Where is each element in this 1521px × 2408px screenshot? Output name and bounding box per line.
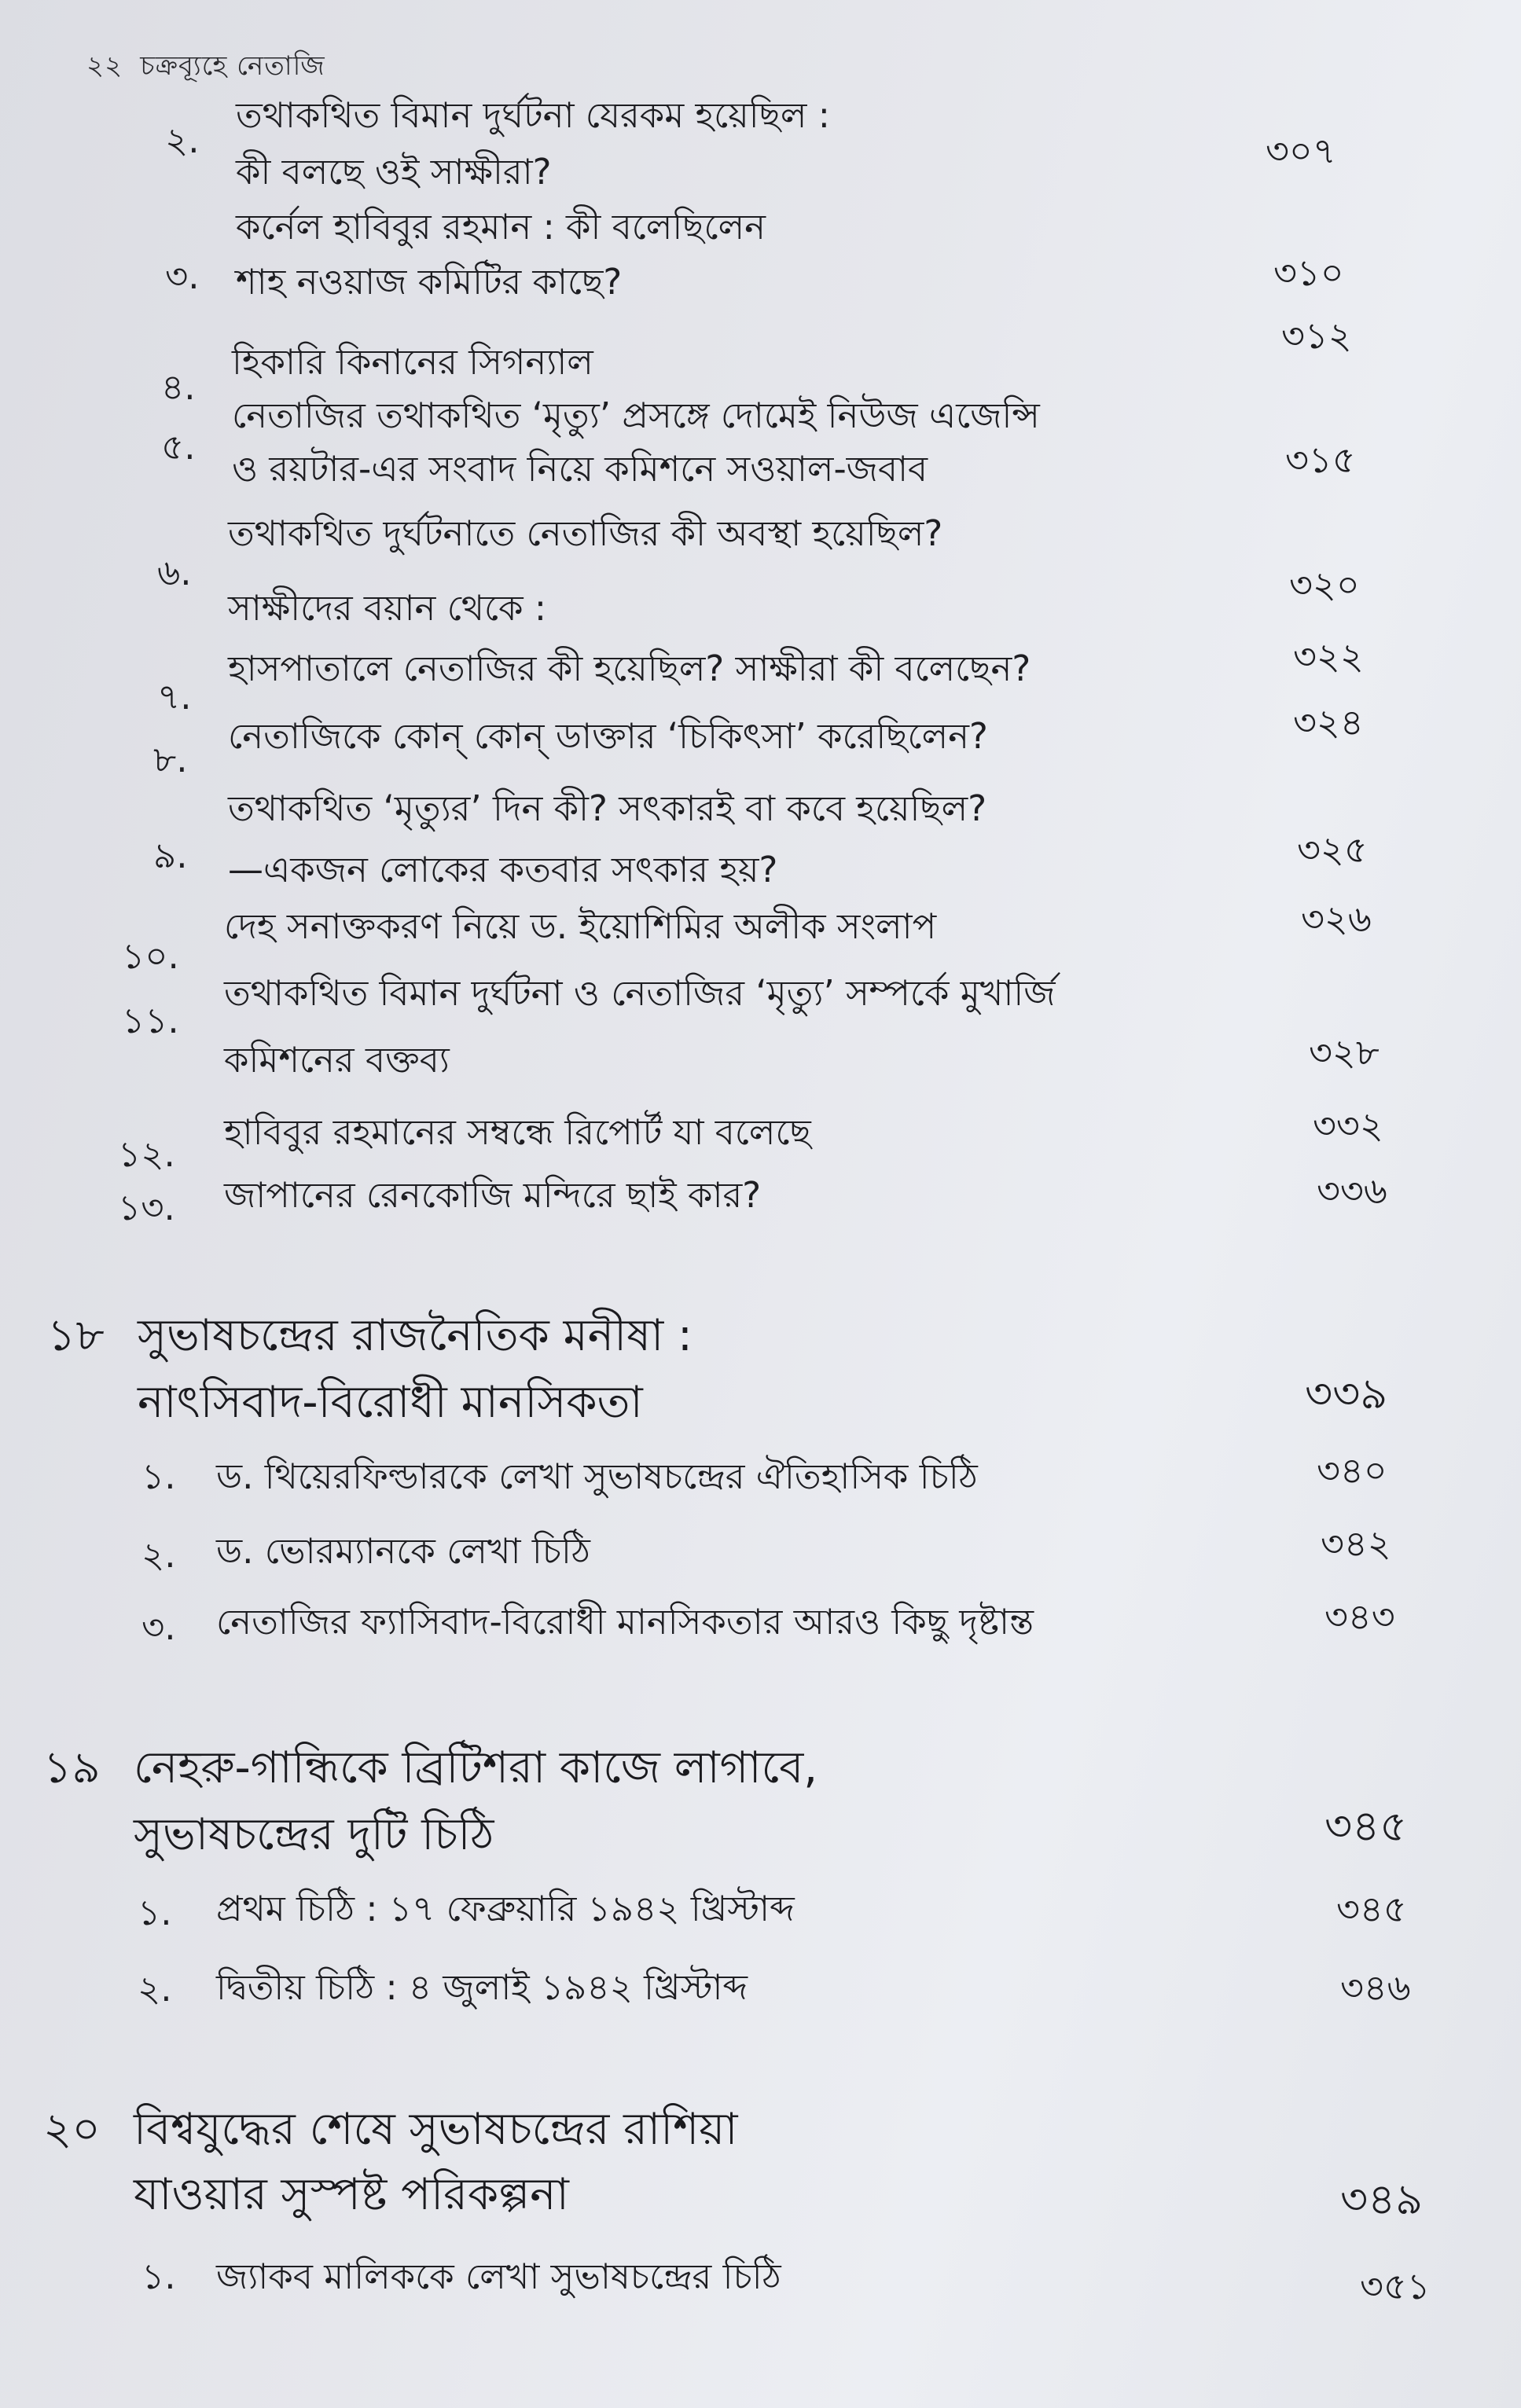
page-number: ২২ <box>86 50 123 82</box>
chapter-number: ১৯ <box>43 1742 101 1793</box>
entry-title-line: দ্বিতীয় চিঠি : ৪ জুলাই ১৯৪২ খ্রিস্টাব্দ <box>216 1966 748 2008</box>
entry-page-number: ৩২৪ <box>1293 701 1364 743</box>
entry-title-line: হাবিবুর রহমানের সম্বন্ধে রিপোর্ট যা বলেছে <box>224 1111 811 1153</box>
entry-number: ৫. <box>161 426 196 468</box>
chapter-title-line: নেহরু-গান্ধিকে ব্রিটিশরা কাজে লাগাবে, <box>134 1742 818 1793</box>
entry-page-number: ৩০৭ <box>1266 130 1336 172</box>
entry-title-line: নেতাজির তথাকথিত ‘মৃত্যু’ প্রসঙ্গে দোমেই নিউজ এজেন্সি <box>232 395 1040 436</box>
entry-page-number: ৩৪০ <box>1317 1449 1387 1492</box>
chapter-title-line: যাওয়ার সুস্পষ্ট পরিকল্পনা <box>134 2169 569 2220</box>
entry-page-number: ৩২৬ <box>1301 897 1372 940</box>
chapter-title-line: সুভাষচন্দ্রের রাজনৈতিক মনীষা : <box>138 1310 693 1361</box>
entry-number: ২. <box>141 1534 176 1576</box>
entry-number: ১. <box>141 1455 176 1497</box>
entry-number: ১০. <box>122 935 179 977</box>
entry-title-line: —একজন লোকের কতবার সৎকার হয়? <box>228 849 778 890</box>
chapter-page-number: ৩৪৯ <box>1340 2175 1424 2224</box>
chapter-title-line: নাৎসিবাদ-বিরোধী মানসিকতা <box>138 1377 643 1428</box>
entry-title-line: হাসপাতালে নেতাজির কী হয়েছিল? সাক্ষীরা কী বলেছেন? <box>228 648 1031 689</box>
entry-page-number: ৩৩২ <box>1313 1104 1383 1147</box>
entry-title-line: কমিশনের বক্তব্য <box>224 1039 450 1081</box>
entry-title-line: তথাকথিত বিমান দুর্ঘটনা যেরকম হয়েছিল : <box>236 94 830 136</box>
entry-number: ৪. <box>161 366 196 408</box>
entry-page-number: ৩২২ <box>1293 635 1364 677</box>
chapter-page-number: ৩৩৯ <box>1305 1369 1388 1419</box>
entry-number: ৩. <box>141 1606 176 1648</box>
entry-page-number: ৩৩৬ <box>1317 1169 1387 1212</box>
chapter-title-line: বিশ্বযুদ্ধের শেষে সুভাষচন্দ্রের রাশিয়া <box>134 2104 738 2155</box>
entry-page-number: ৩৪২ <box>1321 1522 1391 1565</box>
entry-page-number: ৩৪৬ <box>1340 1966 1411 2009</box>
entry-title-line: সাক্ষীদের বয়ান থেকে : <box>228 587 547 629</box>
entry-title-line: কী বলছে ওই সাক্ষীরা? <box>236 151 552 193</box>
running-title: চক্রব্যূহে নেতাজি <box>140 50 325 82</box>
entry-number: ১১. <box>122 1000 179 1041</box>
entry-number: ১২. <box>118 1133 175 1175</box>
entry-number: ২. <box>165 119 200 161</box>
entry-title-line: নেতাজিকে কোন্‌ কোন্‌ ডাক্তার ‘চিকিৎসা’ করেছিলেন? <box>228 715 988 757</box>
chapter-number: ১৮ <box>47 1310 105 1361</box>
entry-title-line: ও রয়টার-এর সংবাদ নিয়ে কমিশনে সওয়াল-জবাব <box>232 448 928 490</box>
entry-page-number: ৩৫১ <box>1360 2265 1431 2307</box>
entry-number: ৬. <box>157 552 192 593</box>
entry-number: ৯. <box>153 835 188 876</box>
entry-number: ১. <box>138 1892 172 1933</box>
entry-number: ১৩. <box>118 1187 175 1228</box>
entry-title-line: জ্যাকব মালিককে লেখা সুভাষচন্দ্রের চিঠি <box>216 2256 781 2297</box>
chapter-page-number: ৩৪৫ <box>1324 1801 1408 1851</box>
entry-title-line: হিকারি কিনানের সিগন্যাল <box>232 341 593 383</box>
entry-page-number: ৩২০ <box>1289 563 1360 606</box>
chapter-number: ২০ <box>43 2104 101 2155</box>
entry-title-line: তথাকথিত বিমান দুর্ঘটনা ও নেতাজির ‘মৃত্যু’ সম্পর্কে মুখার্জি <box>224 972 1056 1014</box>
entry-page-number: ৩৪৫ <box>1336 1888 1407 1930</box>
entry-number: ৭. <box>157 676 192 718</box>
entry-title-line: প্রথম চিঠি : ১৭ ফেব্রুয়ারি ১৯৪২ খ্রিস্টাব্দ <box>216 1888 795 1929</box>
entry-number: ১. <box>141 2256 176 2297</box>
entry-title-line: ড. ভোরম্যানকে লেখা চিঠি <box>216 1530 590 1572</box>
entry-page-number: ৩১৫ <box>1285 439 1356 481</box>
chapter-title-line: সুভাষচন্দ্রের দুটি চিঠি <box>134 1809 494 1860</box>
page-header <box>86 46 343 90</box>
entry-page-number: ৩১২ <box>1281 314 1352 357</box>
entry-page-number: ৩৪৩ <box>1324 1595 1395 1638</box>
entry-title-line: জাপানের রেনকোজি মন্দিরে ছাই কার? <box>224 1174 762 1216</box>
entry-title-line: নেতাজির ফ্যাসিবাদ-বিরোধী মানসিকতার আরও কিছু দৃষ্টান্ত <box>216 1601 1034 1643</box>
entry-title-line: তথাকথিত দুর্ঘটনাতে নেতাজির কী অবস্থা হয়েছিল? <box>228 512 943 554</box>
entry-number: ৩. <box>165 255 200 297</box>
entry-page-number: ৩১০ <box>1273 251 1344 294</box>
entry-title-line: ড. থিয়েরফিল্ডারকে লেখা সুভাষচন্দ্রের ঐতিহাসিক চিঠি <box>216 1455 978 1497</box>
entry-title-line: শাহ নওয়াজ কমিটির কাছে? <box>236 261 623 303</box>
entry-number: ৮. <box>153 739 188 780</box>
entry-title-line: দেহ সনাক্তকরণ নিয়ে ড. ইয়োশিমির অলীক সংলাপ <box>224 905 937 947</box>
entry-number: ২. <box>138 1968 172 2010</box>
entry-page-number: ৩২৫ <box>1297 828 1368 871</box>
entry-title-line: কর্নেল হাবিবুর রহমান : কী বলেছিলেন <box>236 206 766 248</box>
entry-title-line: তথাকথিত ‘মৃত্যুর’ দিন কী? সৎকারই বা কবে হয়েছিল? <box>228 787 987 829</box>
entry-page-number: ৩২৮ <box>1309 1031 1380 1074</box>
